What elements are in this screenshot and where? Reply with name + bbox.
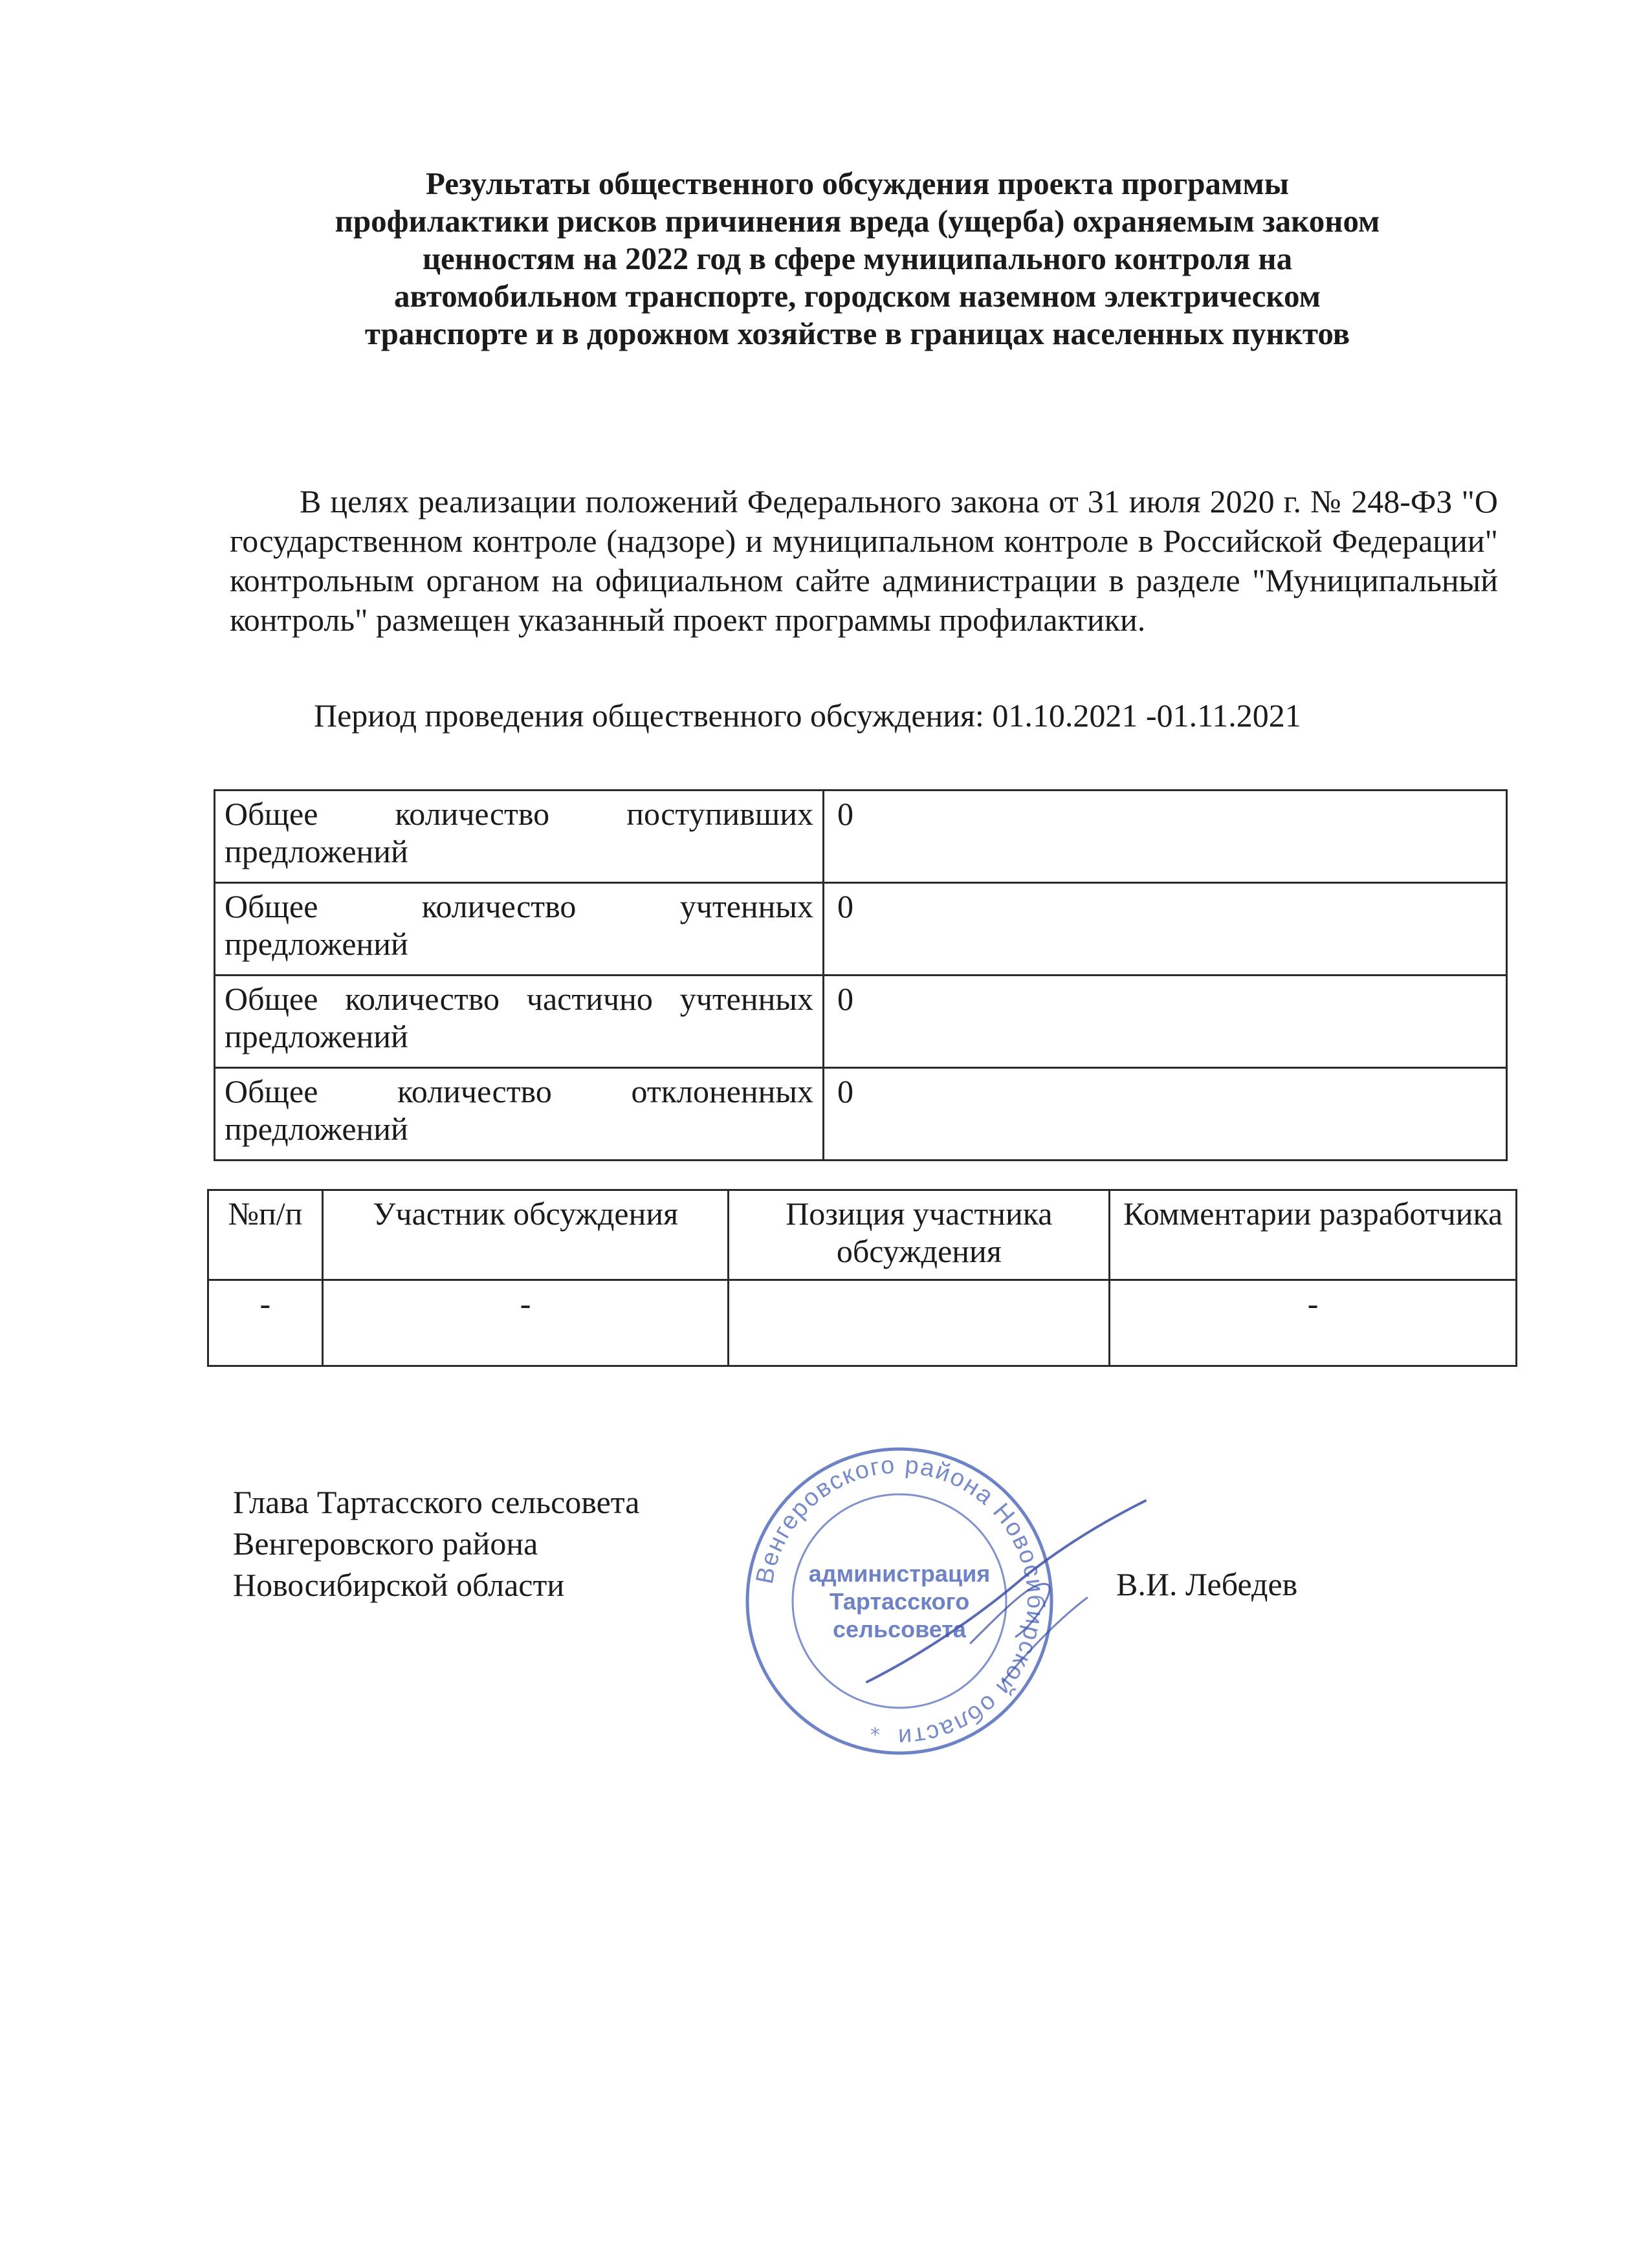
title-line: Результаты общественного обсуждения проекта программы — [425, 166, 1290, 201]
signatory-line: Венгеровского района — [233, 1525, 538, 1562]
intro-paragraph-block — [230, 482, 1498, 640]
participants-table — [207, 1189, 1517, 1367]
title-line: транспорте и в дорожном хозяйстве в границах населенных пунктов — [364, 316, 1350, 351]
stamp-inner-text: сельсовета — [833, 1616, 966, 1642]
column-header: Комментарии разработчика — [1110, 1190, 1517, 1280]
table-cell: - — [208, 1280, 323, 1366]
summary-value: 0 — [824, 1068, 1507, 1161]
column-header: Позиция участника обсуждения — [729, 1190, 1110, 1280]
table-row — [215, 883, 1507, 976]
table-cell — [729, 1280, 1110, 1366]
title-line: профилактики рисков причинения вреда (ущерба) охраняемым законом — [335, 203, 1380, 239]
stamp-ring-text: Венгеровского района Новосибирской области — [751, 1451, 1050, 1751]
table-row — [208, 1280, 1517, 1366]
summary-table — [214, 789, 1508, 1161]
signatory-line: Глава Тартасского сельсовета — [233, 1484, 640, 1520]
summary-value: 0 — [824, 883, 1507, 976]
signatory-line: Новосибирской области — [233, 1567, 565, 1603]
stamp-inner-text: администрация — [808, 1560, 991, 1587]
document-title — [214, 165, 1501, 353]
summary-value: 0 — [824, 791, 1507, 883]
table-cell: - — [1110, 1280, 1517, 1366]
summary-value: 0 — [824, 976, 1507, 1068]
title-line: ценностям на 2022 год в сфере муниципального контроля на — [422, 241, 1293, 276]
stamp-star-icon: * — [870, 1724, 880, 1747]
column-header: №п/п — [208, 1190, 323, 1280]
table-header-row — [208, 1190, 1517, 1280]
stamp-inner-text: Тартасского — [829, 1588, 970, 1615]
table-row — [215, 1068, 1507, 1161]
table-row — [215, 976, 1507, 1068]
summary-label: Общее количество поступивших предложений — [215, 791, 824, 883]
table-cell: - — [322, 1280, 729, 1366]
signatory-title — [233, 1481, 639, 1606]
intro-paragraph: В целях реализации положений Федерального закона от 31 июля 2020 г. № 248-ФЗ "О государственном контроле (надзоре) и муниципальном контроле в Российской Федерации" контрольным органом на официальном сайте администрации в разделе "Муниципальный контроль" размещен указанный проект программы профилактики. — [230, 483, 1498, 638]
signatory-name: В.И. Лебедев — [1116, 1566, 1298, 1602]
discussion-period: Период проведения общественного обсуждения: 01.10.2021 -01.11.2021 — [314, 697, 1301, 734]
column-header: Участник обсуждения — [322, 1190, 729, 1280]
summary-label: Общее количество отклоненных предложений — [215, 1068, 824, 1161]
title-line: автомобильном транспорте, городском наземном электрическом — [394, 278, 1321, 314]
summary-label: Общее количество частично учтенных предложений — [215, 976, 824, 1068]
table-row — [215, 791, 1507, 883]
summary-label: Общее количество учтенных предложений — [215, 883, 824, 976]
